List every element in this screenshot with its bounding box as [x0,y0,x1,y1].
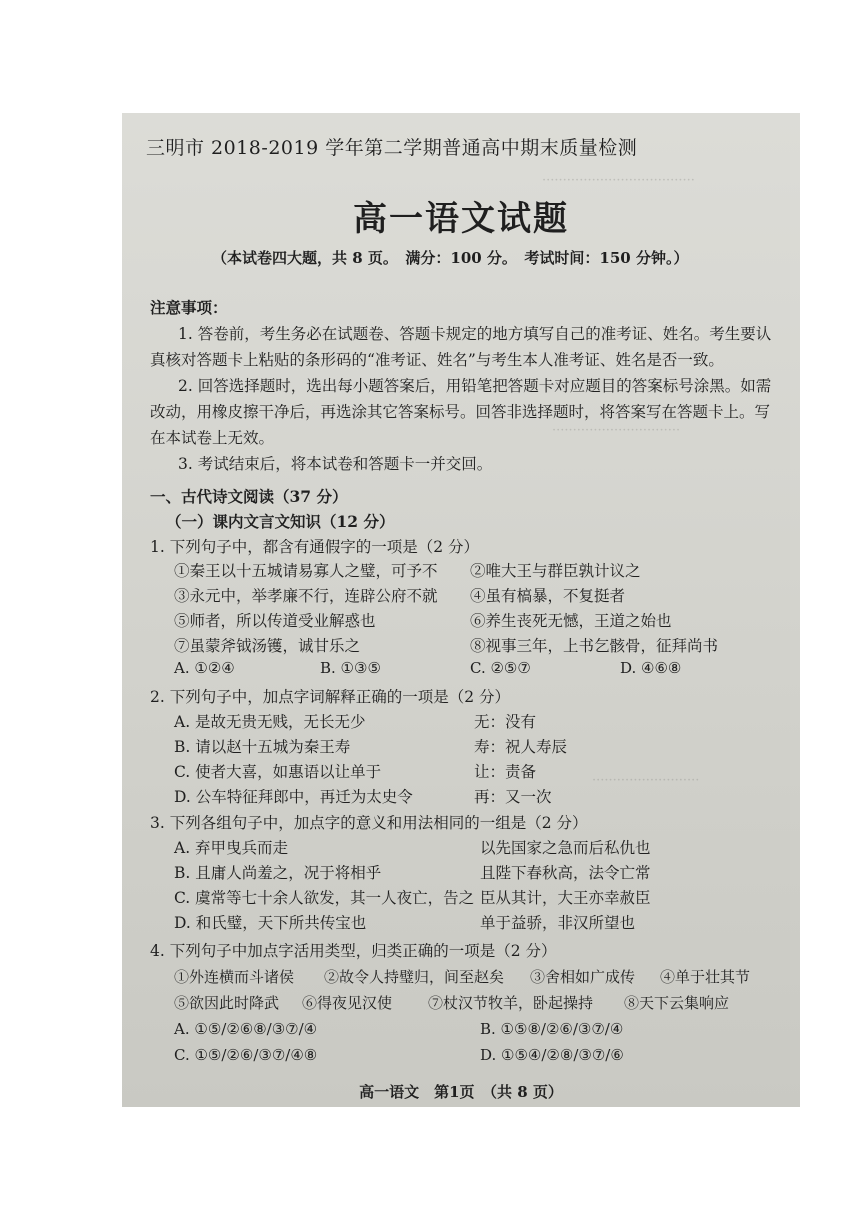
question-2-gloss: 寿：祝人寿辰 [474,738,568,756]
question-1-item: ③永元中，举孝廉不行，连辟公府不就 [174,587,438,605]
question-2-gloss: 让：责备 [474,763,537,781]
question-4-option-d: D. ①⑤④/②⑧/③⑦/⑥ [480,1046,624,1064]
question-2-gloss: 再：又一次 [474,788,552,806]
question-4-item: ②故令人持璧归，间至赵矣 [324,968,505,986]
question-1-option-a: A. ①②④ [174,659,235,677]
question-4-item: ⑧天下云集响应 [624,994,730,1012]
question-2-stem: 2. 下列句子中，加点字词解释正确的一项是（2 分） [150,688,511,706]
question-4-item: ④单于壮其节 [660,968,751,986]
question-3-option: B. 且庸人尚羞之，况于将相乎 [174,864,382,882]
question-4-option-a: A. ①⑤/②⑥⑧/③⑦/④ [174,1020,318,1038]
question-3-option: C. 虞常等七十余人欲发，其一人夜亡，告之 [174,889,475,907]
notice-line: 1. 答卷前，考生务必在试题卷、答题卡规定的地方填写自己的准考证、姓名。考生要认 [178,325,772,343]
question-4-item: ⑤欲因此时降武 [174,994,280,1012]
question-4-option-b: B. ①⑤⑧/②⑥/③⑦/④ [480,1020,624,1038]
question-4-item: ⑥得夜见汉使 [302,994,393,1012]
question-1-item: ②唯大王与群臣孰计议之 [470,562,641,580]
notice-line: 改动，用橡皮擦干净后，再选涂其它答案标号。回答非选择题时，将答案写在答题卡上。写 [150,403,771,421]
exam-paper [122,113,800,1107]
question-2-gloss: 无：没有 [474,713,537,731]
question-2-option: D. 公车特征拜郎中，再迁为太史令 [174,788,413,806]
page-footer: 高一语文 第1页 （共 8 页） [359,1083,563,1101]
notice-heading: 注意事项： [150,298,228,317]
question-2-option: B. 请以赵十五城为秦王寿 [174,738,351,756]
subsection-heading: （一）课内文言文知识（12 分） [166,512,395,531]
notice-line: 2. 回答选择题时，选出每小题答案后，用铅笔把答题卡对应题目的答案标号涂黑。如需 [178,377,772,395]
notice-line: 真核对答题卡上粘贴的条形码的“准考证、姓名”与考生本人准考证、姓名是否一致。 [150,351,724,369]
question-2-option: C. 使者大喜，如惠语以让单于 [174,763,382,781]
page-title: 高一语文试题 [353,199,569,239]
notice-line: 3. 考试结束后，将本试卷和答题卡一并交回。 [178,455,493,473]
notice-line: 在本试卷上无效。 [150,429,275,447]
question-1-option-d: D. ④⑥⑧ [620,659,682,677]
question-4-option-c: C. ①⑤/②⑥/③⑦/④⑧ [174,1046,318,1064]
question-3-pair: 且陛下春秋高，法令亡常 [480,864,651,882]
question-1-item: ④虽有槁暴，不复挺者 [470,587,626,605]
question-4-item: ①外连横而斗诸侯 [174,968,295,986]
question-1-stem: 1. 下列句子中，都含有通假字的一项是（2 分） [150,538,480,556]
question-1-option-b: B. ①③⑤ [320,659,381,677]
question-3-option: A. 弃甲曳兵而走 [174,839,289,857]
exam-info: （本试卷四大题，共 8 页。 满分：100 分。 考试时间：150 分钟。） [212,249,689,267]
bleed-through-text: ····································· [542,173,695,188]
question-4-item: ⑦杖汉节牧羊，卧起操持 [428,994,594,1012]
question-1-item: ⑤师者，所以传道受业解惑也 [174,612,376,630]
question-3-option: D. 和氏璧，天下所共传宝也 [174,914,367,932]
question-3-pair: 单于益骄，非汉所望也 [480,914,636,932]
exam-header: 三明市 2018-2019 学年第二学期普通高中期末质量检测 [146,137,638,159]
section-heading: 一、古代诗文阅读（37 分） [150,487,348,506]
question-4-item: ③舍相如广成传 [530,968,636,986]
question-3-pair: 以先国家之急而后私仇也 [480,839,651,857]
bleed-through-text: ·························· [592,773,700,788]
question-1-item: ⑦虽蒙斧钺汤镬，诚甘乐之 [174,637,361,655]
question-3-stem: 3. 下列各组句子中，加点字的意义和用法相同的一组是（2 分） [150,814,588,832]
question-3-pair: 臣从其计，大王亦幸赦臣 [480,889,651,907]
question-1-item: ⑧视事三年，上书乞骸骨，征拜尚书 [470,637,719,655]
question-4-stem: 4. 下列句子中加点字活用类型，归类正确的一项是（2 分） [150,942,557,960]
question-1-item: ①秦王以十五城请易寡人之璧，可予不 [174,562,438,580]
question-2-option: A. 是故无贵无贱，无长无少 [174,713,366,731]
question-1-option-c: C. ②⑤⑦ [470,659,531,677]
bleed-through-text: ······························· [552,423,681,438]
question-1-item: ⑥养生丧死无憾，王道之始也 [470,612,672,630]
